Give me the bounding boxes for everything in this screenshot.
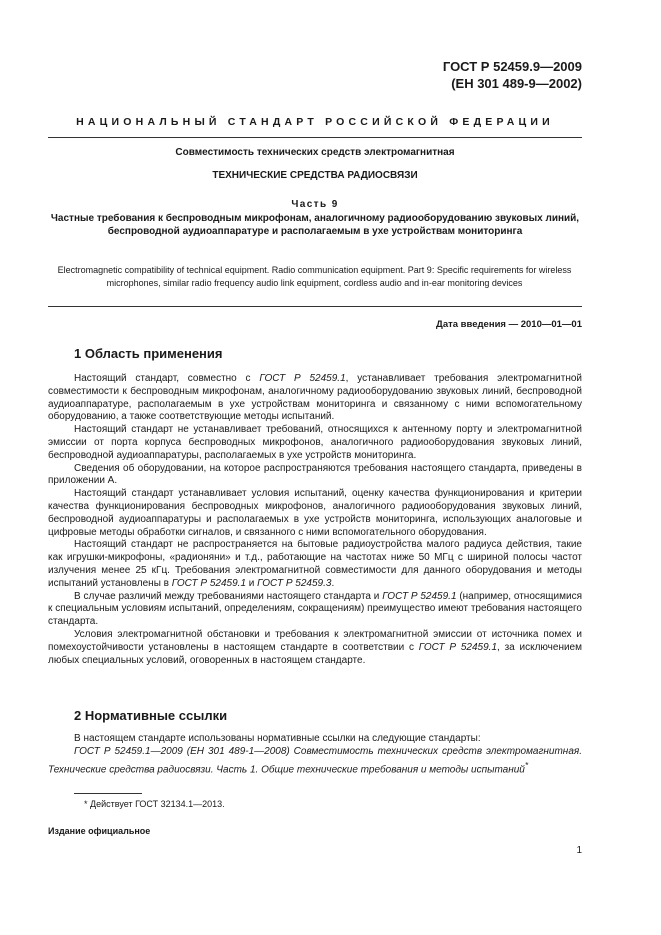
- paragraph: В случае различий между требованиями настоящего стандарта и ГОСТ Р 52459.1 (например, относящимися к специальным условиям испытаний, определениям, сокращениям) преимущество имеют требования настоящего стандарта.: [48, 590, 582, 628]
- standard-reference: ГОСТ Р 52459.3: [257, 577, 332, 589]
- standard-reference: ГОСТ Р 52459.1: [418, 641, 498, 653]
- normative-reference: ГОСТ Р 52459.1—2009 (ЕН 301 489-1—2008) Совместимость технических средств электромагнитная. Технические средства радиосвязи. Часть 1. Общие технические требования и методы испытаний*: [48, 745, 582, 775]
- section-2-heading: 2 Нормативные ссылки: [74, 708, 228, 723]
- designation-number: ГОСТ Р 52459.9—2009: [442, 59, 582, 74]
- top-divider: [48, 137, 582, 138]
- part-title: Частные требования к беспроводным микрофонам, аналогичному радиооборудованию звуковых линий, беспроводной аудиоаппаратуре и располагаемым в ухе устройствам мониторинга: [50, 213, 580, 237]
- paragraph: В настоящем стандарте использованы нормативные ссылки на следующие стандарты:: [74, 733, 481, 744]
- designation-equivalent: (ЕН 301 489-9—2002): [451, 76, 582, 91]
- standard-reference: ГОСТ Р 52459.1: [382, 590, 457, 602]
- section-1-body: [48, 373, 582, 667]
- part-label: Часть 9: [291, 199, 339, 210]
- standard-reference: ГОСТ Р 52459.1: [171, 577, 247, 589]
- edition-label: Издание официальное: [48, 826, 151, 836]
- section-2-body: [48, 733, 582, 777]
- paragraph: Настоящий стандарт устанавливает условия испытаний, оценку качества функционирования и критерии качества функционирования беспроводных микрофонов, аналогичного радиооборудования звуковых линий, беспроводной аудиоаппаратуры и располагаемых в ухе устройств мониторинга, использующих аналоговые и цифровые методы обработки сигналов, и связанного с ними вспомогательного оборудования.: [48, 488, 582, 538]
- main-title: ТЕХНИЧЕСКИЕ СРЕДСТВА РАДИОСВЯЗИ: [212, 170, 418, 181]
- standard-type: НАЦИОНАЛЬНЫЙ СТАНДАРТ РОССИЙСКОЙ ФЕДЕРАЦИИ: [76, 116, 554, 128]
- footnote: * Действует ГОСТ 32134.1—2013.: [84, 799, 225, 809]
- introduction-date: Дата введения — 2010—01—01: [436, 319, 582, 330]
- title-divider: [48, 306, 582, 307]
- paragraph: Условия электромагнитной обстановки и требования к электромагнитной эмиссии от источника помех и помехоустойчивости установлены в настоящем стандарте в соответствии с ГОСТ Р 52459.1, за исключением любых специальных условий, оговоренных в настоящем стандарте.: [48, 628, 582, 666]
- page-number: 1: [576, 845, 582, 856]
- general-title: Совместимость технических средств электромагнитная: [175, 147, 455, 158]
- english-title: Electromagnetic compatibility of technical equipment. Radio communication equipment. Part 9: Specific requirements for wireless microphones, similar radio frequency audio link equipment, cordless audio and in-ear monitoring devices: [57, 265, 572, 288]
- section-1-heading: 1 Область применения: [74, 346, 223, 361]
- paragraph: Настоящий стандарт не устанавливает требований, относящихся к антенному порту и электромагнитной эмиссии от порта корпуса беспроводных микрофонов, аналогичного радиооборудования звуковых линий, беспроводной аудиоаппаратуры, располагаемых в ухе устройств мониторинга.: [48, 424, 582, 461]
- footnote-divider: [74, 793, 142, 794]
- paragraph: Настоящий стандарт, совместно с ГОСТ Р 52459.1, устанавливает требования электромагнитной совместимости к беспроводным микрофонам, аналогичному радиооборудованию звуковых линий, беспроводной аудиоаппаратуре, располагаемым в ухе устройствам мониторинга и связанному с ними вспомогательному оборудованию, а также соответствующие методы испытаний.: [48, 373, 582, 423]
- paragraph: Настоящий стандарт не распространяется на бытовые радиоустройства малого радиуса действия, такие как игрушки-микрофоны, «радионяни» и т.д., работающие на частотах ниже 50 МГц с шириной полосы частот излучения менее 25 кГц. Требования электромагнитной совместимости для данного оборудования и методы испытаний установлены в ГОСТ Р 52459.1 и ГОСТ Р 52459.3.: [48, 539, 582, 589]
- footnote-marker: *: [524, 759, 529, 770]
- standard-designation: [443, 58, 582, 92]
- paragraph: Сведения об оборудовании, на которое распространяются требования настоящего стандарта, приведены в приложении А.: [48, 462, 582, 487]
- standard-reference: ГОСТ Р 52459.1: [259, 373, 346, 384]
